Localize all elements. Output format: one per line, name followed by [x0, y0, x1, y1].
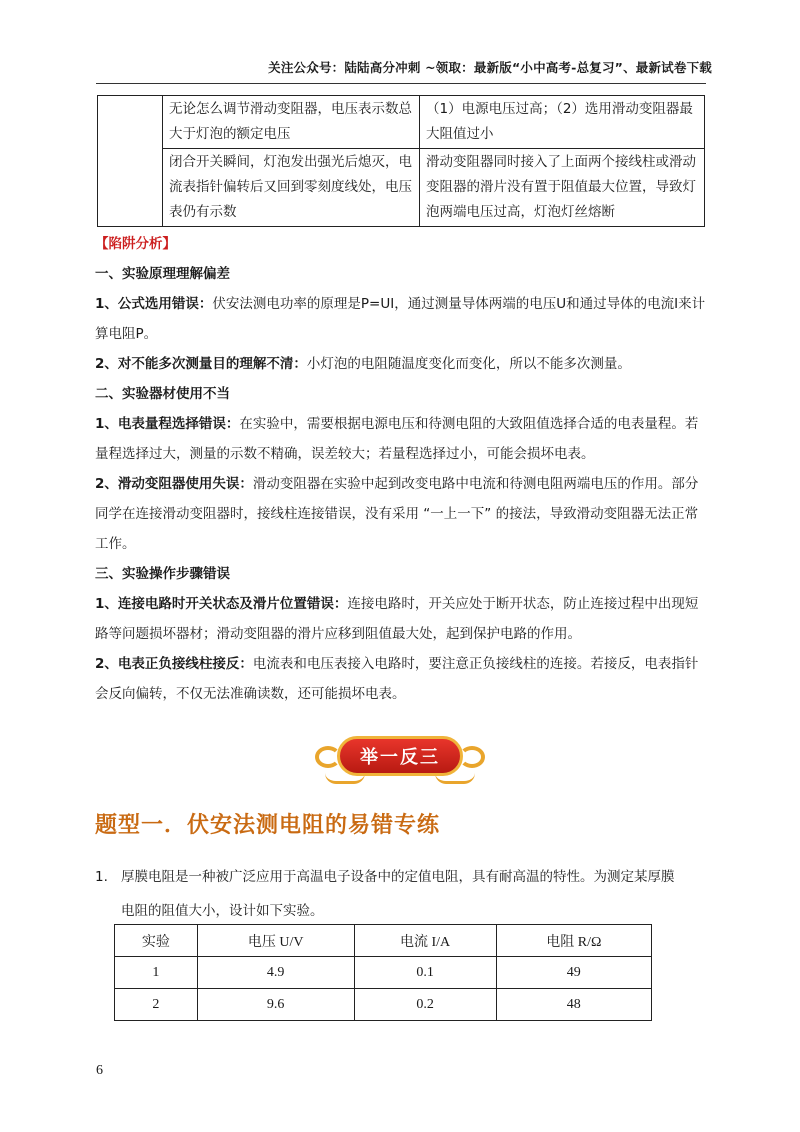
cause-cell: 滑动变阻器同时接入了上面两个接线柱或滑动变阻器的滑片没有置于阻值最大位置，导致灯泡两端电压过高，灯泡灯丝熔断	[420, 149, 705, 227]
table-cell: 4.9	[197, 957, 354, 989]
paragraph	[95, 289, 710, 349]
table-cell: 49	[496, 957, 651, 989]
trap-label: 【陷阱分析】	[95, 236, 176, 252]
paragraph-text: 伏安法测电功率的原理是P=UI，通过测量导体两端的电压U和通过导体的电流I来计算电阻P。	[95, 296, 706, 342]
trap-analysis	[95, 229, 710, 709]
table-cell: 9.6	[197, 989, 354, 1021]
paragraph-label: 1、连接电路时开关状态及滑片位置错误：	[95, 596, 348, 612]
table-header-row	[115, 925, 652, 957]
paragraph	[95, 349, 710, 379]
question-text: 厚膜电阻是一种被广泛应用于高温电子设备中的定值电阻，具有耐高温的特性。为测定某厚膜	[121, 869, 675, 885]
column-header: 电阻 R/Ω	[496, 925, 651, 957]
paragraph-text: 电流表和电压表接入电路时，要注意正负接线柱的连接。若接反，电表指针会反向偏转，不仅无法准确读数，还可能损坏电表。	[95, 656, 699, 702]
header-divider	[96, 83, 706, 84]
column-header: 实验	[115, 925, 198, 957]
experiment-data-table	[114, 924, 652, 1021]
phenomenon-cell: 闭合开关瞬间，灯泡发出强光后熄灭，电流表指针偏转后又回到零刻度线处，电压表仍有示数	[163, 149, 420, 227]
paragraph	[95, 469, 710, 559]
column-header: 电流 I/A	[354, 925, 496, 957]
page-header: 关注公众号：陆陆高分冲刺 ~领取：最新版“小中高考-总复习”、最新试卷下载	[268, 60, 712, 75]
paragraph-label: 2、电表正负接线柱接反：	[95, 656, 253, 672]
table-cell: 0.2	[354, 989, 496, 1021]
paragraph	[95, 589, 710, 649]
table-cell: 0.1	[354, 957, 496, 989]
section-title: 题型一．伏安法测电阻的易错专练	[95, 813, 441, 838]
paragraph-label: 1、电表量程选择错误：	[95, 416, 240, 432]
table-row	[98, 149, 705, 227]
section-heading: 三、实验操作步骤错误	[95, 566, 230, 582]
column-header: 电压 U/V	[197, 925, 354, 957]
paragraph-text: 在实验中，需要根据电源电压和待测电阻的大致阻值选择合适的电表量程。若量程选择过大，测量的示数不精确，误差较大；若量程选择过小，可能会损坏电表。	[95, 416, 699, 462]
table-cell: 48	[496, 989, 651, 1021]
table-row	[98, 96, 705, 149]
paragraph-text: 连接电路时，开关应处于断开状态，防止连接过程中出现短路等问题损坏器材；滑动变阻器的滑片应移到阻值最大处，起到保护电路的作用。	[95, 596, 699, 642]
table-row	[115, 957, 652, 989]
question-text: 电阻的阻值大小，设计如下实验。	[121, 903, 324, 919]
paragraph	[95, 409, 710, 469]
question-number: 1.	[95, 869, 108, 885]
merged-category-cell	[98, 96, 163, 227]
phenomenon-cell: 无论怎么调节滑动变阻器，电压表示数总大于灯泡的额定电压	[163, 96, 420, 149]
table-cell: 1	[115, 957, 198, 989]
paragraph	[95, 649, 710, 709]
paragraph-text: 滑动变阻器在实验中起到改变电路中电流和待测电阻两端电压的作用。部分同学在连接滑动变阻器时，接线柱连接错误，没有采用 “一上一下” 的接法，导致滑动变阻器无法正常工作。	[95, 476, 699, 552]
banner-label: 举一反三	[337, 736, 463, 776]
cause-cell: （1）电源电压过高；（2）选用滑动变阻器最大阻值过小	[420, 96, 705, 149]
paragraph-text: 小灯泡的电阻随温度变化而变化，所以不能多次测量。	[306, 356, 631, 372]
paragraph-label: 2、对不能多次测量目的理解不清：	[95, 356, 307, 372]
section-heading: 一、实验原理理解偏差	[95, 266, 230, 282]
practice-banner	[315, 728, 485, 786]
fault-analysis-table	[97, 95, 705, 227]
paragraph-label: 1、公式选用错误：	[95, 296, 213, 312]
table-cell: 2	[115, 989, 198, 1021]
section-heading: 二、实验器材使用不当	[95, 386, 230, 402]
page-number: 6	[96, 1063, 103, 1078]
table-row	[115, 989, 652, 1021]
paragraph-label: 2、滑动变阻器使用失误：	[95, 476, 253, 492]
question-1	[95, 860, 710, 928]
